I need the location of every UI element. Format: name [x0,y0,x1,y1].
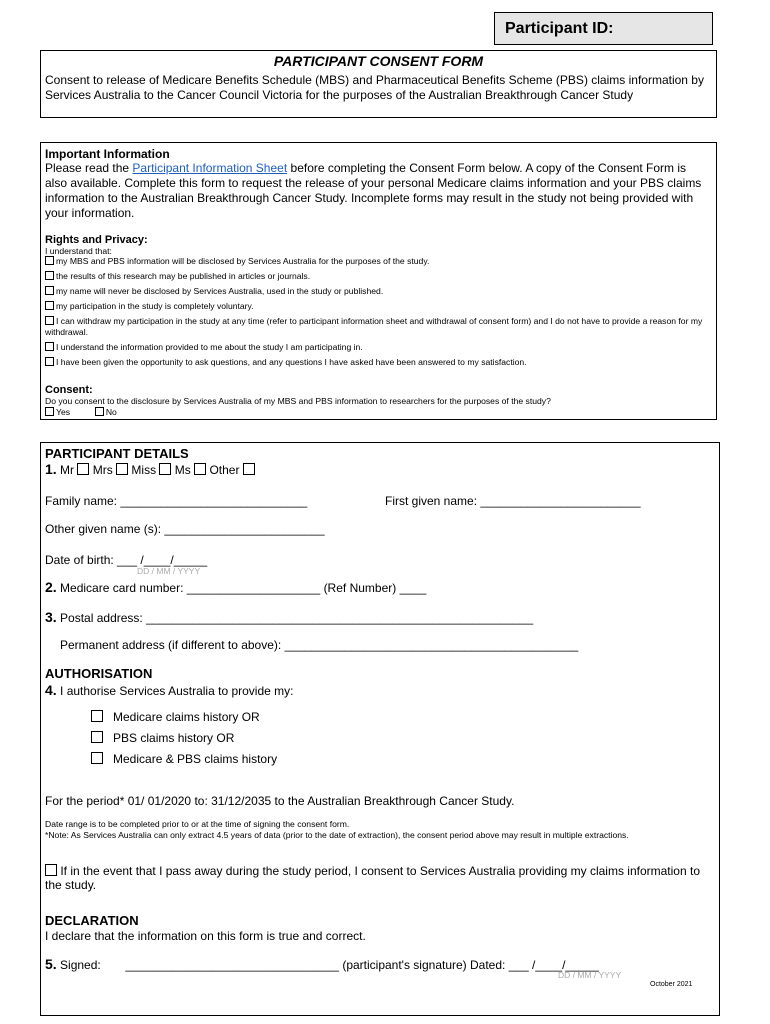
date-hint: DD / MM / YYYY [558,970,622,980]
medicare-pbs-history-checkbox[interactable] [91,752,103,764]
details-heading: PARTICIPANT DETAILS [45,446,189,461]
consent-no-label: No [105,407,117,417]
consent-options [45,407,117,418]
first-name-field[interactable]: First given name: ________________________ [385,494,641,508]
important-text [45,161,711,221]
signature-field[interactable]: ________________________________ (participant's signature) Dated: ___ /____/_____ [125,958,599,972]
pbs-history-checkbox[interactable] [91,731,103,743]
postal-address-field[interactable]: 3. Postal address: __________________________________________________________ [45,609,534,625]
title-selection: 1. Mr Mrs Miss Ms Other [45,461,255,477]
checkbox[interactable] [45,301,54,310]
rights-item: my name will never be disclosed by Services Australia, used in the study or published. [45,286,383,297]
important-info-box [40,142,717,420]
auth-option-pbs: PBS claims history OR [91,731,234,745]
rights-item: the results of this research may be published in articles or journals. [45,271,310,282]
consent-no-checkbox[interactable] [95,407,104,416]
participant-info-sheet-link[interactable]: Participant Information Sheet [132,161,288,175]
checkbox[interactable] [45,342,54,351]
auth-option-medicare: Medicare claims history OR [91,710,260,724]
auth-option-both: Medicare & PBS claims history [91,752,277,766]
form-description: Consent to release of Medicare Benefits Schedule (MBS) and Pharmaceutical Benefits Scheme (PBS) claims information by Services Australia to the Cancer Council Victoria for the purposes of the Australian Breakthrough Cancer Study [45,73,704,102]
form-title: PARTICIPANT CONSENT FORM [273,53,484,69]
period-note-2: *Note: As Services Australia can only extract 4.5 years of data (prior to the date of extraction), the consent period above may result in multiple extractions. [45,830,629,840]
miss-checkbox[interactable] [159,463,171,475]
medicare-field[interactable]: 2. Medicare card number: ____________________ (Ref Number) ____ [45,579,427,595]
authorisation-intro: 4. I authorise Services Australia to provide my: [45,682,294,698]
pass-away-consent: If in the event that I pass away during the study period, I consent to Services Australia providing my claims information to the study. [45,864,700,892]
title-label: Other [209,463,240,477]
rights-intro: I understand that: [45,246,112,256]
medicare-history-checkbox[interactable] [91,710,103,722]
other-names-field[interactable]: Other given name (s): ________________________ [45,522,325,536]
checkbox[interactable] [45,316,54,325]
consent-heading: Consent: [45,384,93,396]
important-body: before completing the Consent Form below. A copy of the Consent Form is also available. Complete this form to request the release of your personal Medicare claims information and your PBS claims information to the Australian Breakthrough Cancer Study. Incomplete forms may result in the study not being provided with your information. [45,161,702,220]
rights-item: I can withdraw my participation in the study at any time (refer to participant information sheet and withdrawal of consent form) and I do not have to provide a reason for my withdrawal. [45,316,703,337]
period-note-1: Date range is to be completed prior to or at the time of signing the consent form. [45,819,350,829]
checkbox[interactable] [45,256,54,265]
mr-checkbox[interactable] [77,463,89,475]
dob-hint: DD / MM / YYYY [137,566,201,576]
rights-item: I understand the information provided to me about the study I am participating in. [45,342,363,353]
consent-question: Do you consent to the disclosure by Services Australia of my MBS and PBS information to researchers for the purposes of the study? [45,396,551,406]
participant-id-box[interactable]: Participant ID: [494,12,713,45]
title-label: Mr [60,463,75,477]
consent-yes-label: Yes [56,407,71,417]
declaration-heading: DECLARATION [45,913,139,928]
consent-yes-checkbox[interactable] [45,407,54,416]
pass-away-checkbox[interactable] [45,864,57,876]
rights-item: my participation in the study is completely voluntary. [45,301,254,312]
rights-item: my MBS and PBS information will be disclosed by Services Australia for the purposes of the study. [45,256,429,267]
participant-details-box [40,442,720,1016]
title-label: Ms [174,463,191,477]
title-label: Miss [131,463,157,477]
authorisation-heading: AUTHORISATION [45,666,153,681]
permanent-address-field[interactable]: Permanent address (if different to above): ____________________________________________ [60,638,579,652]
authorisation-period: For the period* 01/ 01/2020 to: 31/12/2035 to the Australian Breakthrough Cancer Study. [45,794,515,808]
mrs-checkbox[interactable] [116,463,128,475]
important-lead: Please read the [45,161,130,175]
title-label: Mrs [92,463,113,477]
dob-field[interactable]: Date of birth: ___ /____/_____ [45,553,208,567]
rights-item: I have been given the opportunity to ask questions, and any questions I have asked have been answered to my satisfaction. [45,357,527,368]
declaration-text: I declare that the information on this form is true and correct. [45,929,366,943]
family-name-field[interactable]: Family name: ____________________________ [45,494,308,508]
rights-heading: Rights and Privacy: [45,234,148,246]
checkbox[interactable] [45,357,54,366]
other-checkbox[interactable] [243,463,255,475]
signature-line[interactable]: 5. Signed: ________________________________ (participant's signature) Dated: ___ /____/_____ [45,956,599,972]
header-box [40,50,717,118]
checkbox[interactable] [45,286,54,295]
checkbox[interactable] [45,271,54,280]
ms-checkbox[interactable] [194,463,206,475]
form-version: October 2021 [650,981,693,988]
important-heading: Important Information [45,147,170,161]
signed-label: Signed: [60,958,101,972]
